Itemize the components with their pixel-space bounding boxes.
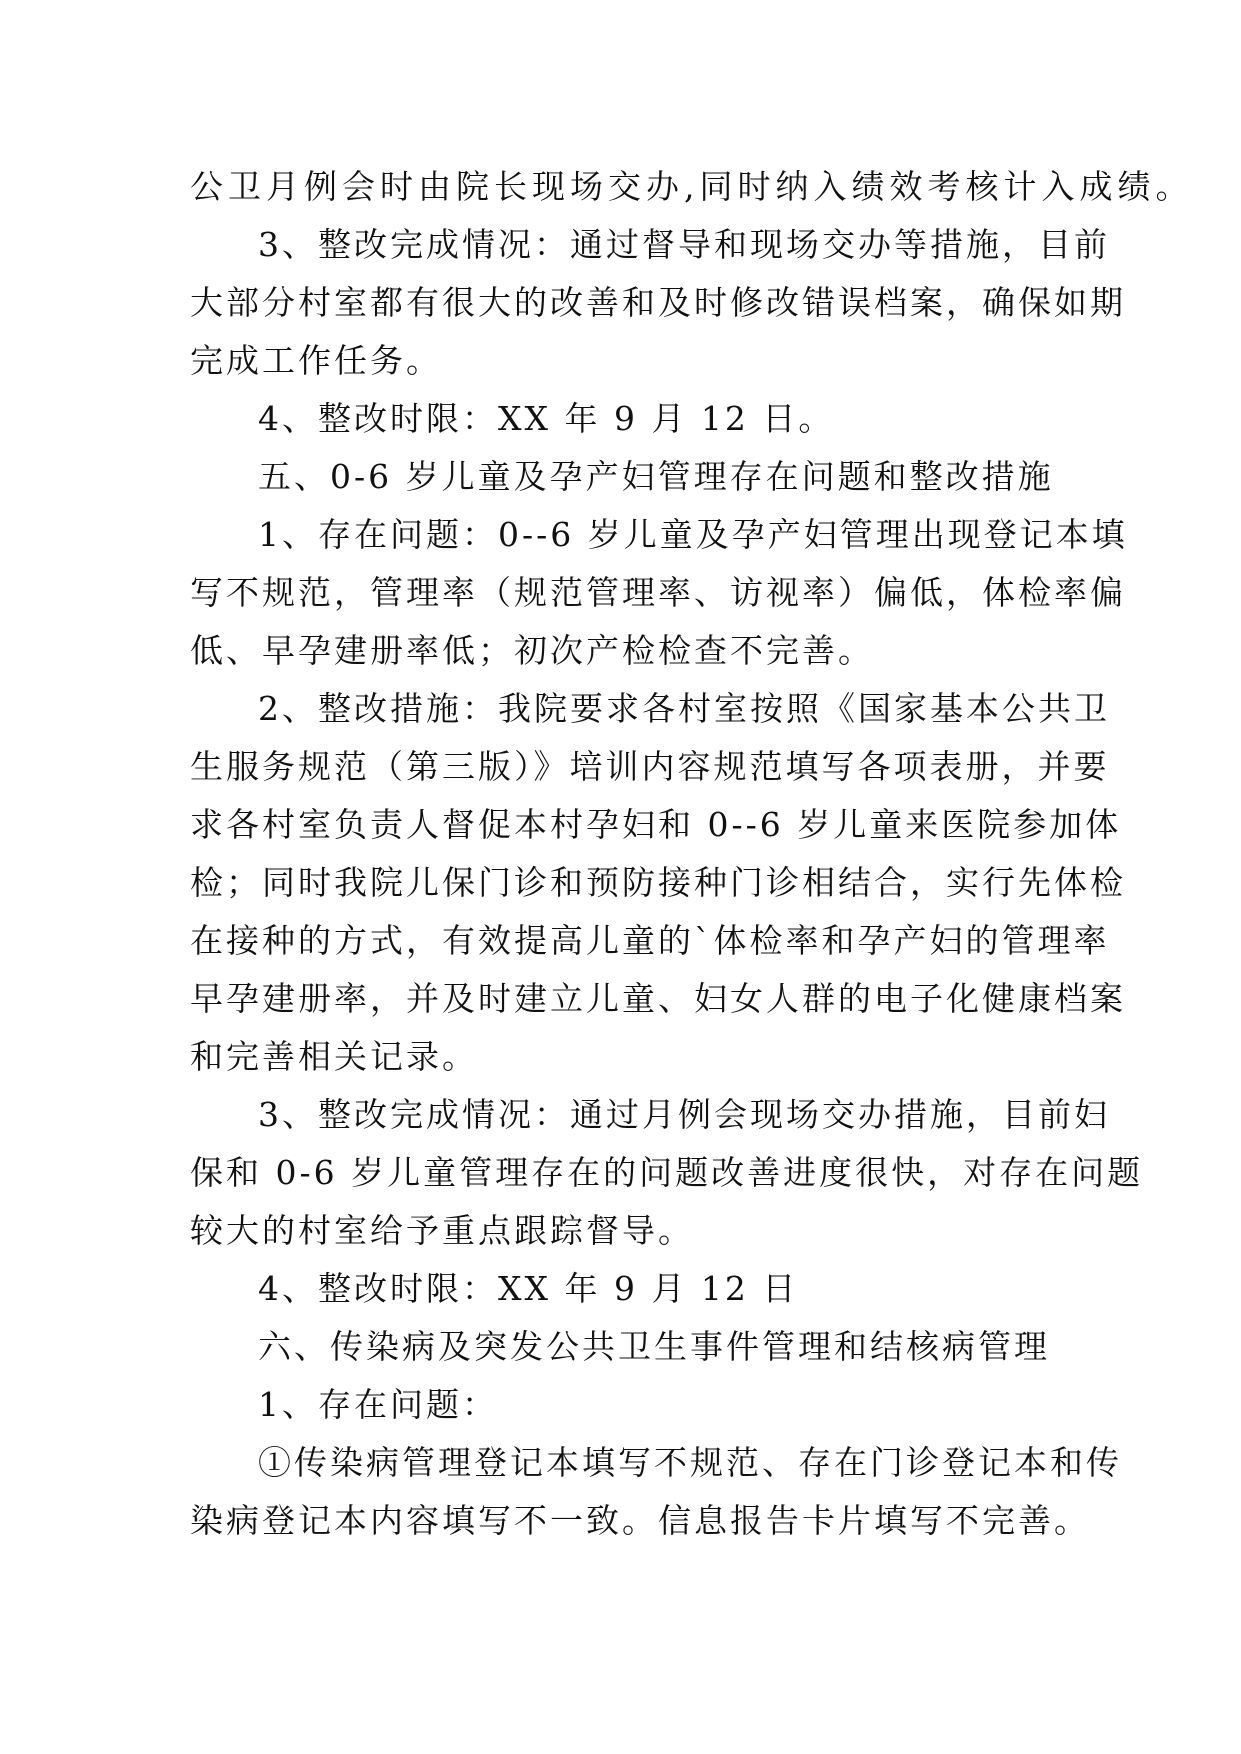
- text-line: 公卫月例会时由院长现场交办,同时纳入绩效考核计入成绩。: [190, 167, 1194, 206]
- text-line: 1、存在问题：0--6 岁儿童及孕产妇管理出现登记本填: [258, 515, 1128, 554]
- text-line: 2、整改措施：我院要求各村室按照《国家基本公共卫: [258, 689, 1110, 728]
- text-line: 4、整改时限：XX 年 9 月 12 日: [258, 1269, 799, 1308]
- text-line: 1、存在问题：: [258, 1385, 498, 1424]
- text-line: 生服务规范（第三版）》培训内容规范填写各项表册，并要: [190, 747, 1110, 786]
- text-line: 保和 0-6 岁儿童管理存在的问题改善进度很快，对存在问题: [190, 1153, 1144, 1192]
- text-line: 大部分村室都有很大的改善和及时修改错误档案，确保如期: [190, 283, 1126, 322]
- text-line: 3、整改完成情况：通过督导和现场交办等措施，目前: [258, 225, 1110, 264]
- text-line: 和完善相关记录。: [190, 1037, 478, 1076]
- text-line: ①传染病管理登记本填写不规范、存在门诊登记本和传: [258, 1443, 1122, 1482]
- text-line: 完成工作任务。: [190, 341, 442, 380]
- text-line: 低、早孕建册率低；初次产检检查不完善。: [190, 631, 874, 670]
- text-line: 4、整改时限：XX 年 9 月 12 日。: [258, 399, 835, 438]
- document-page: [190, 158, 1194, 1550]
- text-line: 写不规范，管理率（规范管理率、访视率）偏低，体检率偏: [190, 573, 1126, 612]
- section-heading: 六、传染病及突发公共卫生事件管理和结核病管理: [258, 1327, 1050, 1366]
- text-line: 较大的村室给予重点跟踪督导。: [190, 1211, 694, 1250]
- section-heading: 五、0-6 岁儿童及孕产妇管理存在问题和整改措施: [258, 457, 1054, 496]
- text-line: 早孕建册率，并及时建立儿童、妇女人群的电子化健康档案: [190, 979, 1126, 1018]
- text-line: 求各村室负责人督促本村孕妇和 0--6 岁儿童来医院参加体: [190, 805, 1122, 844]
- text-line: 3、整改完成情况：通过月例会现场交办措施，目前妇: [258, 1095, 1110, 1134]
- text-line: 检；同时我院儿保门诊和预防接种门诊相结合，实行先体检: [190, 863, 1126, 902]
- text-line: 在接种的方式，有效提高儿童的`体检率和孕产妇的管理率: [190, 921, 1110, 960]
- text-line: 染病登记本内容填写不一致。信息报告卡片填写不完善。: [190, 1501, 1090, 1540]
